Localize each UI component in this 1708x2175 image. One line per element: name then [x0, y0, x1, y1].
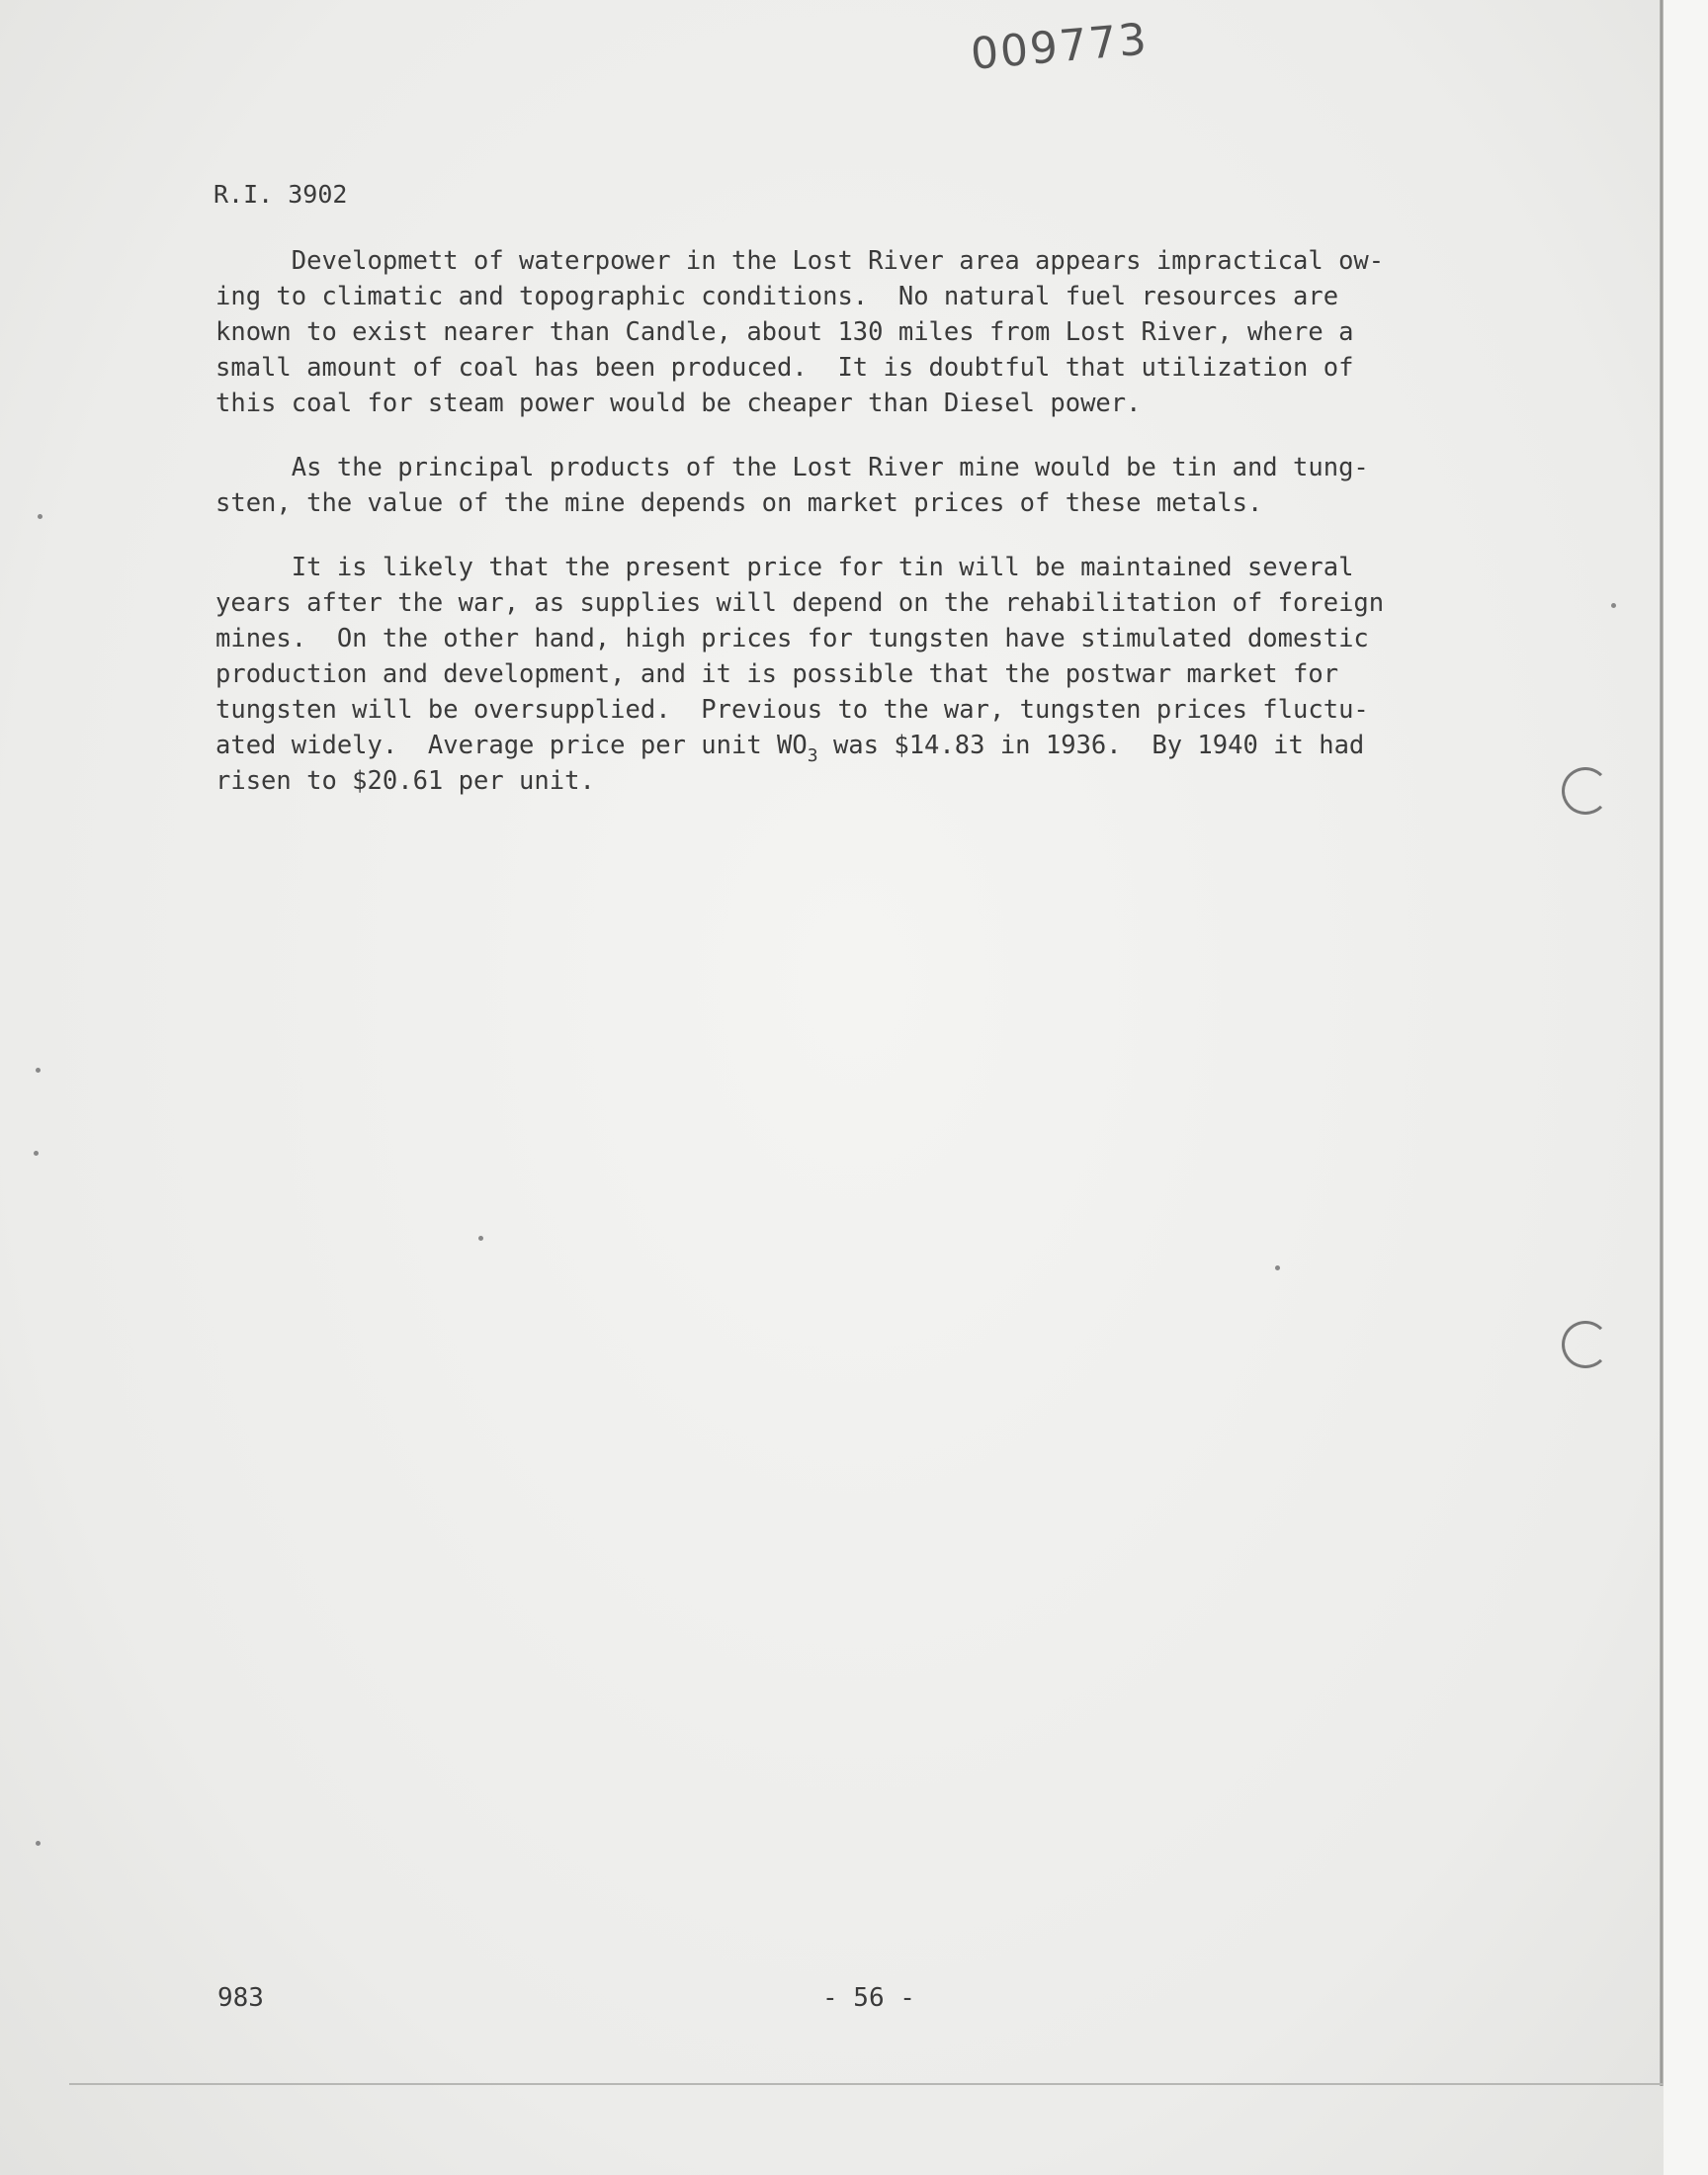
scan-speck — [1611, 603, 1616, 608]
paragraph-prices — [215, 550, 1500, 799]
punch-hole-mark — [1562, 767, 1609, 815]
text-line: known to exist nearer than Candle, about 130 miles from Lost River, where a — [215, 317, 1354, 347]
paragraph-products — [215, 450, 1500, 521]
text-line: years after the war, as supplies will depend on the rehabilitation of foreign — [215, 588, 1385, 618]
scan-background — [1664, 0, 1708, 2175]
footer-code: 983 — [217, 1983, 264, 2013]
page-bottom-edge — [69, 2083, 1663, 2085]
text-line: this coal for steam power would be cheaper than Diesel power. — [215, 389, 1142, 418]
paragraph-waterpower — [215, 243, 1500, 421]
text-line-with-formula — [215, 728, 1500, 766]
text-line: As the principal products of the Lost River mine would be tin and tung- — [215, 453, 1369, 482]
text-line: tungsten will be oversupplied. Previous to the war, tungsten prices fluctu- — [215, 695, 1369, 725]
text-line: mines. On the other hand, high prices for tungsten have stimulated domestic — [215, 624, 1369, 653]
report-reference: R.I. 3902 — [214, 180, 348, 209]
text-segment: was $14.83 in 1936. By 1940 it had — [817, 731, 1365, 760]
scan-speck — [1275, 1265, 1280, 1270]
page-right-edge — [1660, 0, 1664, 2086]
text-line: risen to $20.61 per unit. — [215, 766, 595, 796]
scan-speck — [36, 1841, 41, 1846]
scan-speck — [478, 1236, 483, 1241]
text-line: small amount of coal has been produced. It is doubtful that utilization of — [215, 353, 1354, 383]
punch-hole-mark — [1562, 1321, 1609, 1368]
scan-speck — [38, 514, 43, 519]
stamp-number: 009773 — [969, 14, 1151, 80]
subscript: 3 — [807, 745, 818, 766]
scan-speck — [36, 1068, 41, 1073]
page-number: - 56 - — [822, 1983, 915, 2013]
text-line: It is likely that the present price for tin will be maintained several — [215, 553, 1354, 582]
scan-speck — [34, 1151, 39, 1156]
text-line: ing to climatic and topographic conditions. No natural fuel resources are — [215, 282, 1339, 311]
text-line: production and development, and it is possible that the postwar market for — [215, 659, 1339, 689]
text-line: Developmett of waterpower in the Lost River area appears impractical ow- — [215, 246, 1385, 276]
text-segment: ated widely. Average price per unit WO — [215, 731, 808, 760]
text-line: sten, the value of the mine depends on market prices of these metals. — [215, 488, 1263, 518]
